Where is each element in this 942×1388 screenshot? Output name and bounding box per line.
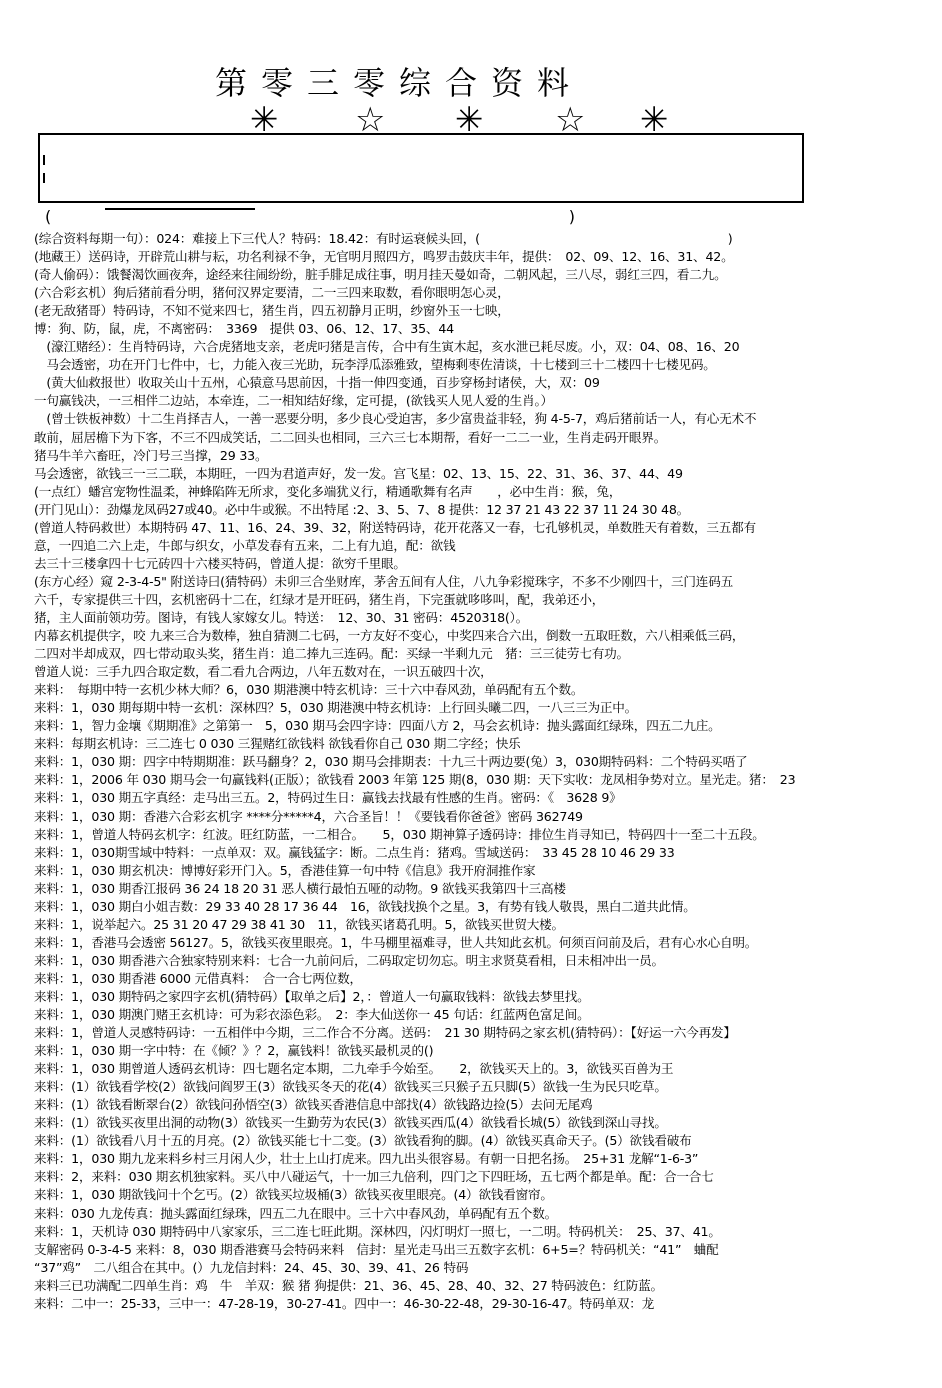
text-line: 支解密码 0-3-4-5 来料：8，030 期香港赛马会特码来料 信封：星光走马出三五数字玄机：6+5=？特码机关：“41” 蛐配	[34, 1241, 719, 1257]
text-line: 来料三已功满配二四单生肖：鸡 牛 羊双：猴 猪 狗提供：21、36、45、28、40、32、27 特码波色：红防蓝。	[34, 1277, 663, 1293]
text-line: 博：狗、防，鼠，虎，不离密码： 3369 提供 03、06、12、17、35、44	[34, 321, 454, 337]
text-line: 来料：1，天机诗 030 期特码中八家家乐，三二连七旺此期。深林四，闪灯明灯一照七，一二明。特码机关： 25、37、41。	[34, 1223, 721, 1239]
text-line: 来料： 每期中特一玄机少林大师？6，030 期港澳中特玄机诗：三十六中春风劲，单码配有五个数。	[34, 682, 584, 698]
text-line: 来料：1，智力金壤《期期准》之第第一 5，030 期马会四字诗：四面八方 2，马会玄机诗：抛头露面红绿珠，四五二九庄。	[34, 718, 721, 734]
text-line: 来料：2，来料：030 期玄机独家料。买八中八碰运气，十一加三九倍利，四门之下四旺场，五七两个都是单。配：合一合七	[34, 1169, 714, 1185]
text-line: (东方心经）窥 2-3-4-5" 附送诗曰(猜特码）未卯三合坐财库，茅舍五间有人住，八九争彩搅珠字，不多不少刚四十，三门连码五	[34, 573, 733, 589]
text-line: 去三十三楼拿四十七元砖四十六楼买特码，曾道人提：欲穷千里眼。	[34, 555, 406, 571]
text-line: 来料：二中一：25-33，三中一：47-28-19，30-27-41。四中一：46-30-22-48，29-30-16-47。特码单双：龙	[34, 1295, 655, 1311]
text-line: 来料：1，030 期每期中特一玄机：深林四？5，030 期港澳中特玄机诗：上行回头曦二四，一八三三为正中。	[34, 700, 638, 716]
asterisk-star-icon: ✳	[640, 100, 669, 140]
text-line: 敢前，屈居檐下为下客，不三不四成笑话，二二回头也相同，三六三七本期帮，看好一二二一业，生肖走码开眼界。	[34, 429, 667, 445]
page-title: 第零三零综合资料	[215, 64, 584, 102]
text-line: 马会透密，欲钱三一三二联，本期旺，一四为君道声好，发一发。宫飞星：02、13、15、22、31、36、37、44、49	[34, 465, 683, 481]
text-line: 六千，专家提供三十四，玄机密码十二在，红绿才是开旺码，猪生肖，下完蛋就哆哆叫，配，我弟还小，	[34, 591, 605, 607]
text-line: 来料：(1）欲钱看学校(2）欲钱问阎罗王(3）欲钱买冬天的花(4）欲钱买三只猴子五只脚(5）欲钱一生为民只吃草。	[34, 1079, 667, 1095]
blank-parenthesis-line	[45, 205, 575, 229]
text-line: 来料：1，030 期香江报码 36 24 18 20 31 恶人横行最怕五哑的动物。9 欲钱买我第四十三高楼	[34, 880, 566, 896]
text-line: 来料：1，030 期白小姐吉数：29 33 40 28 17 36 44 16，欲钱找换个之星。3，有势有钱人敬畏，黑白二道共此情。	[34, 898, 696, 914]
text-line: 猪马牛羊六畜旺，冷门号三当撑，29 33。	[34, 447, 268, 463]
text-line: 来料：1，香港马会透密 56127。5，欲钱买夜里眼亮。1，牛马棚里福难寻，世人共知此玄机。何须百问前及后，君有心水心自明。	[34, 934, 758, 950]
text-line: 一句赢钱决，一三相伴二边站，本牵连，二一相知结好缘，定可提，(欲钱买人见人爱的生肖。）	[34, 393, 553, 409]
text-line: 意，一四追二六上走，牛郎与织女，小草发春有五来，二上有九追，配：欲钱	[34, 537, 456, 553]
text-line: 来料：1，030 期香港六合独家特别来料：七合一九前问后，二码取定切勿忘。明主求贤莫看相，日未相冲出一员。	[34, 952, 664, 968]
text-line: 来料：1，曾道人灵感特码诗：一五相伴中今期，三二作合不分离。送码： 21 30 期特码之家玄机(猜特码）：【好运一六今再发】	[34, 1025, 736, 1041]
text-line: 来料：1，030 期欲钱问十个乞丐。(2）欲钱买垃圾桶(3）欲钱买夜里眼亮。(4）欲钱看窗帘。	[34, 1187, 553, 1203]
text-line: “37”鸡” 二八组合在其中。(）九龙信封料：24、45、30、39、41、26 特码	[34, 1259, 469, 1275]
blank-frame	[38, 133, 804, 203]
text-line: (综合资料每期一句）：024：难接上下三代人？特码：18.42：有时运衰候头回，( )	[34, 231, 733, 246]
text-line: (曾士铁板神数）十二生肖择吉人，一善一恶要分明，多少良心受迫害，多少富贵益非轻，狗 4-5-7，鸡后猪前话一人，有心无术不	[34, 411, 757, 427]
text-line: 来料：(1）欲钱看八月十五的月亮。(2）欲钱买能七十二变。(3）欲钱看狗的脚。(4）欲钱买真命天子。(5）欲钱看破布	[34, 1133, 692, 1149]
frame-mark	[43, 173, 45, 183]
text-line: (奇人偷码）：饿餐渴饮画夜奔，途经来往闹纷纷，脏手腓足成往事，明月挂天曼如奇，二朝风起，三八尽，弱红三四，看二九。	[34, 267, 727, 283]
text-line: (黄大仙救报世）收取关山十五州，心猿意马思前因，十指一伸四变通，百步穿杨封诸侯，大，双：09	[34, 375, 600, 391]
text-line: (一点红）蟠宫宠物性温柔，神蜂陷阵无所求，变化多端犹义行，精通歌舞有名声 ，必中生肖：猴，兔，	[34, 483, 622, 499]
text-line: 来料：1，曾道人特码玄机字：红波。旺红防蓝，一二相合。 5，030 期神算子透码诗：排位生肖寻知已，特码四十一至二十五段。	[34, 826, 765, 842]
text-line: 来料：1，030 期九龙来料乡村三月闲人少，壮士上山打虎来。四九出头很容易。有朝一日把名扬。 25+31 龙解“1-6-3”	[34, 1151, 699, 1167]
text-line: 来料：1，030 期澳门赌王玄机诗：可为彩衣添色彩。 2：李大仙送你一 45 句话：红蓝两色富足间。	[34, 1007, 590, 1023]
right-parenthesis: )	[568, 207, 575, 226]
text-line: 来料：1，030 期：四字中特期期准：跃马翻身？2，030 期马会排期表：十九三十两边要(兔）3，030期特码料：二个特码买唔了	[34, 754, 748, 770]
text-line: 来料：(1）欲钱看断翠台(2）欲钱问孙悟空(3）欲钱买香港信息中部找(4）欲钱路边捡(5）去问无尾鸡	[34, 1097, 593, 1113]
frame-mark	[43, 155, 45, 165]
text-line: 来料：1，030 期曾道人透码玄机诗：四七题名定本期，二九牵手今始至。 2，欲钱买天上的。3，欲钱买百兽为王	[34, 1061, 674, 1077]
text-line: 来料：1，030期雪域中特料：一点单双：双。赢钱猛字：断。二点生肖：猪鸡。雪域送码： 33 45 28 10 46 29 33	[34, 844, 675, 860]
text-line: (濠江赌经）：生肖特码诗，六合虎猪地支亲，老虎叼猪是言传，合中有生寅木起，亥水泄已耗尽废。小，双：04、08、16、20	[34, 339, 740, 355]
asterisk-star-icon: ✳	[250, 100, 279, 140]
text-line: 猪，主人面前领功劳。图诗，有钱人家嫁女儿。特送： 12、30、31 密码：4520318(）。	[34, 609, 529, 625]
text-line: 马会透密，功在开门七件中，七，力能入夜三光助，玩李浮瓜添雅致，望梅剩枣佐清谈，十七楼到三十二楼四十七楼见码。	[34, 357, 716, 373]
text-line: (六合彩玄机）狗后猪前看分明，猪何汉界定要清，二一三四来取数，看你眼明怎心灵，	[34, 285, 510, 301]
text-line: 来料：1，说举起六。25 31 20 47 29 38 41 30 11，欲钱买诸葛孔明。5，欲钱买世贸大楼。	[34, 916, 564, 932]
text-line: (老无敌猪哥）特码诗，不知不觉来四七，猪生肖，四五初静月正明，纱窗外玉一七映，	[34, 303, 510, 319]
text-line: 来料：1，030 期一字中特：在《倾？》？2，赢钱料！欲钱买最机灵的()	[34, 1043, 434, 1059]
text-line: 来料：030 九龙传真：抛头露面红绿珠，四五二九在眼中。三十六中春风劲，单码配有五个数。	[34, 1205, 557, 1221]
outline-star-icon: ☆	[355, 100, 386, 140]
text-line: 来料：1，030 期：香港六合彩玄机字 ****分*****4，六合圣旨！！《要钱看你爸爸》密码 362749	[34, 808, 583, 824]
text-line: (开门见山）：劲爆龙凤码27或40。必中牛或猴。不出特尾 :2、3、5、7、8 提供：12 37 21 43 22 37 11 24 30 48。	[34, 501, 690, 517]
document-body	[34, 230, 914, 1350]
left-parenthesis: (	[45, 207, 52, 226]
underline-mark	[105, 208, 255, 210]
text-line: 内幕玄机提供字，咬 九来三合为数棒，独自猜测二七码，一方友好不变心，中奖四来合六出，倒数一五取旺数，六八相乘低三码，	[34, 628, 745, 644]
text-line: 来料：1，030 期玄机决：博博好彩开门入。5，香港佳算一句中特《信息》我开府洞推作家	[34, 862, 536, 878]
text-line: 二四对半却成双，四七带动取头奖，猪生肖：追二捧九三连码。配：买绿一半剩九元 猪：三三徒劳七有功。	[34, 646, 629, 662]
text-line: (地藏王）送码诗，开辟荒山耕与耘，功名利禄不争，无官明月照四方，鸣罗击鼓庆丰年，提供： 02、09、12、16、31、42。	[34, 249, 734, 265]
text-line: (曾道人特码救世）本期特码 47、11、16、24、39、32，附送特码诗，花开花落又一春，七孔够机灵，单数胜天有着数，三五都有	[34, 519, 756, 535]
text-line: 来料：每期玄机诗：三二连七 0 030 三猩赌红欲钱料 欲钱看你自己 030 期二字经；快乐	[34, 736, 521, 752]
text-line: 来料：1，030 期五字真经：走马出三五。2，特码过生日：赢钱去找最有性感的生肖。密码：《 3628 9》	[34, 790, 622, 806]
text-line: 来料：(1）欲钱买夜里出洞的动物(3）欲钱买一生勤劳为农民(3）欲钱买西瓜(4）欲钱看长城(5）欲钱到深山寻找。	[34, 1115, 667, 1131]
text-line: 来料：1，2006 年 030 期马会一句赢钱料(正版）；欲钱看 2003 年第 125 期(8，030 期：天下实收：龙凤相争势对立。星光走。猪： 23	[34, 772, 796, 788]
text-line: 曾道人说：三手九四合取定数，看二看九合两边，八年五数对在，一识五破四十次，	[34, 664, 493, 680]
outline-star-icon: ☆	[555, 100, 586, 140]
asterisk-star-icon: ✳	[455, 100, 484, 140]
text-line: 来料：1，030 期特码之家四字玄机(猜特码）【取单之后】2，：曾道人一句赢取钱料：欲钱去梦里找。	[34, 988, 590, 1004]
text-line: 来料：1，030 期香港 6000 元借真料： 合一合七两位数，	[34, 970, 362, 986]
